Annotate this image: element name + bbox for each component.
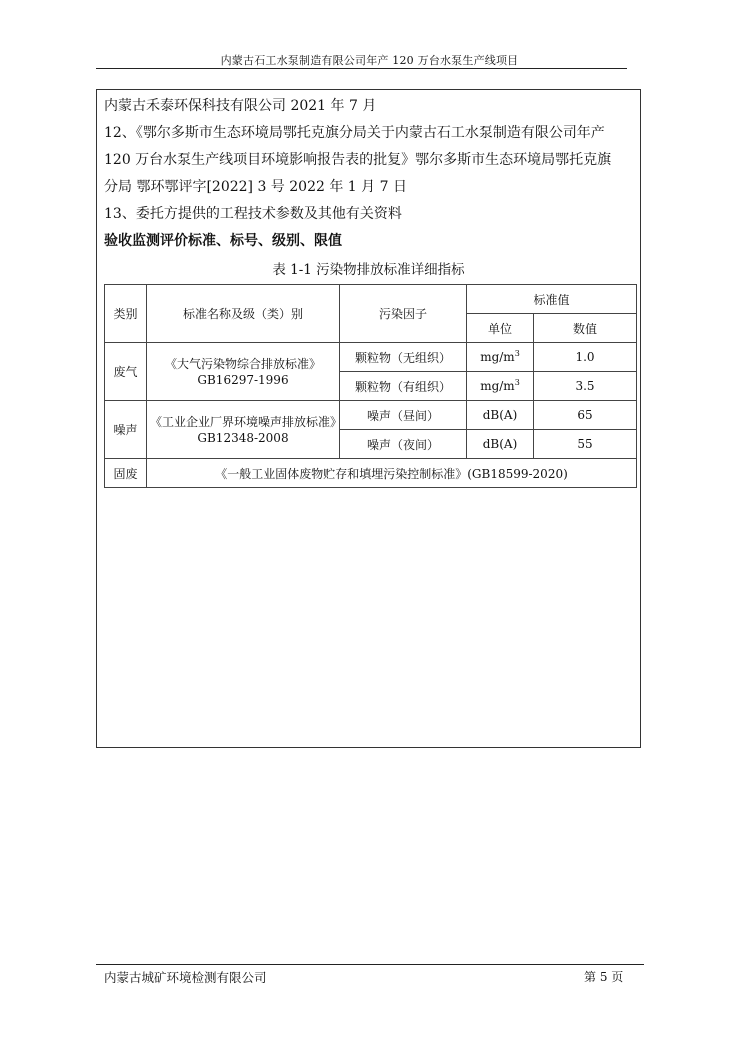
value-cell: 65 [534, 401, 637, 430]
table-row [105, 459, 637, 488]
value-cell: 3.5 [534, 372, 637, 401]
factor-cell: 颗粒物（无组织） [340, 343, 467, 372]
unit-base: mg/m [480, 379, 515, 393]
reference-line-1: 内蒙古禾泰环保科技有限公司 2021 年 7 月 [104, 98, 377, 114]
unit-cell: dB(A) [467, 430, 534, 459]
reference-12-line-1: 12、《鄂尔多斯市生态环境局鄂托克旗分局关于内蒙古石工水泵制造有限公司年产 [104, 125, 605, 141]
unit-cell: dB(A) [467, 401, 534, 430]
header-value: 数值 [534, 314, 637, 343]
reference-12-line-3: 分局 鄂环鄂评字[2022] 3 号 2022 年 1 月 7 日 [104, 179, 407, 195]
value-cell: 55 [534, 430, 637, 459]
unit-superscript: 3 [514, 349, 520, 358]
emission-standard-table [104, 284, 637, 488]
header-standard-name: 标准名称及级（类）别 [147, 285, 340, 343]
unit-cell [467, 343, 534, 372]
header-category: 类别 [105, 285, 147, 343]
category-exhaust: 废气 [105, 343, 147, 401]
factor-cell: 噪声（夜间） [340, 430, 467, 459]
header-unit: 单位 [467, 314, 534, 343]
category-noise: 噪声 [105, 401, 147, 459]
unit-cell [467, 372, 534, 401]
reference-13: 13、委托方提供的工程技术参数及其他有关资料 [104, 206, 402, 222]
table-row [105, 401, 637, 430]
page-number: 第 5 页 [584, 970, 624, 984]
footer-rule [96, 964, 644, 965]
standard-noise: 《工业企业厂界环境噪声排放标准》GB12348-2008 [147, 401, 340, 459]
header-factor: 污染因子 [340, 285, 467, 343]
standard-exhaust: 《大气污染物综合排放标准》GB16297-1996 [147, 343, 340, 401]
table-row [105, 343, 637, 372]
reference-12-line-2: 120 万台水泵生产线项目环境影响报告表的批复》鄂尔多斯市生态环境局鄂托克旗 [104, 152, 612, 168]
header-rule [96, 68, 627, 69]
category-solid-waste: 固废 [105, 459, 147, 488]
page-header-title: 内蒙古石工水泵制造有限公司年产 120 万台水泵生产线项目 [220, 54, 519, 67]
standard-solid-waste: 《一般工业固体废物贮存和填埋污染控制标准》(GB18599-2020) [147, 459, 637, 488]
footer-company: 内蒙古城矿环境检测有限公司 [104, 970, 267, 985]
unit-superscript: 3 [514, 378, 520, 387]
factor-cell: 颗粒物（有组织） [340, 372, 467, 401]
unit-base: mg/m [480, 350, 515, 364]
table-caption: 表 1-1 污染物排放标准详细指标 [272, 262, 465, 278]
table-header-row [105, 285, 637, 314]
value-cell: 1.0 [534, 343, 637, 372]
section-heading: 验收监测评价标准、标号、级别、限值 [104, 233, 342, 249]
factor-cell: 噪声（昼间） [340, 401, 467, 430]
header-standard-value: 标准值 [467, 285, 637, 314]
